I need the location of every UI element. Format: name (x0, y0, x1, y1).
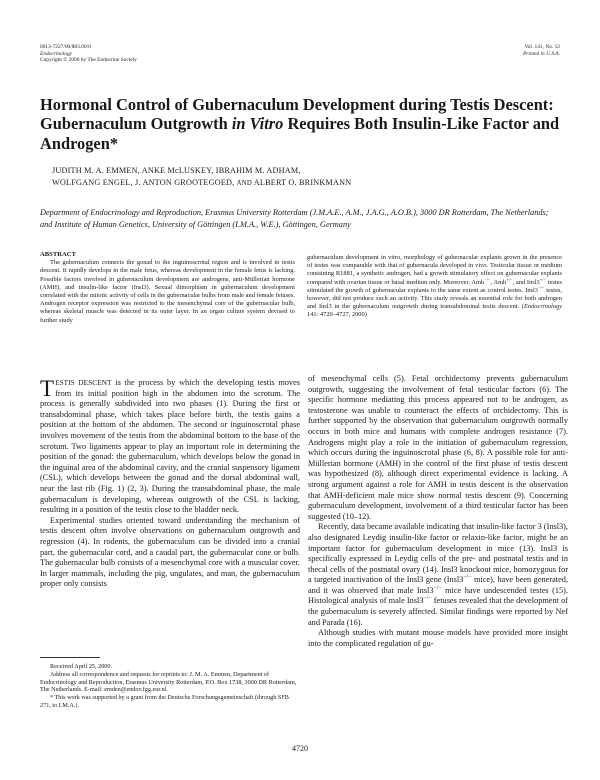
abstract-right-text-c: , and Insl3 (512, 278, 540, 286)
footnote-address: Address all correspondence and requests for reprints to: J. M. A. Emmen, Department of Endocrinology and Reproduction, Erasmus University Rotterdam, P.O. Box 1738, 3000 DR Rotterdam, The Netherlands. E-mail: emden@endov.fgg.eur.nl. (40, 670, 297, 694)
title-part2: Requires Both Insulin-Like Factor and Androgen* (40, 114, 560, 153)
body-paragraph (40, 378, 300, 516)
abstract (40, 251, 560, 369)
printed-line: Printed in U.S.A. (523, 50, 560, 57)
abstract-sup: +/− (539, 276, 547, 282)
body-text: mice), have been generated, and it was observed that male Insl3 (308, 575, 568, 595)
abstract-sup: −/− (537, 284, 545, 290)
author-line-2-main: WOLFGANG ENGEL, J. ANTON GROOTEGOED, (52, 178, 235, 187)
affiliation: Department of Endocrinology and Reproduction, Erasmus University Rotterdam (J.M.A.E., A.M., J.A.G., A.O.B.), 3000 DR Rotterdam, The Netherlands; and Institute of Human Genetics, University of Göttingen (I.M.A., W.E.), Göttingen, Germany (40, 208, 549, 229)
title-part1: Hormonal Control of Gubernaculum Development during Testis Descent: Gubernaculum Outgrowth (40, 95, 554, 134)
body-paragraph (308, 522, 568, 628)
footnote-support: * This work was supported by a grant from the Deutsche Forschungsgemeinschaft (through SFB 271, to I.M.A.). (40, 694, 289, 709)
body-text: fetuses revealed that the development of the gubernaculum is severely affected. Similar findings were reported by Nef and Parada (16). (308, 596, 568, 627)
article-title (40, 95, 570, 153)
abstract-right-text-b: , Amh (490, 278, 507, 286)
page-number: 4720 (292, 744, 308, 753)
journal-header-left (40, 44, 137, 64)
abstract-journal-cite: Endocrinology (524, 303, 562, 311)
copyright-line: Copyright © 2000 by The Endocrine Society (40, 57, 137, 64)
abstract-right-column (307, 254, 562, 320)
body-text: mice have undescended testes (15). Histological analysis of male Insl3 (308, 585, 568, 606)
journal-name: Endocrinology (40, 50, 73, 57)
body-sup: −/− (433, 585, 442, 592)
abstract-sup: +/− (506, 276, 513, 282)
issn-line: 0013-7227/00/$03.00/0 (40, 44, 91, 50)
author-and: AND (236, 180, 252, 187)
small-caps-lead: ESTIS DESCENT (55, 378, 112, 387)
body-text: Recently, data became available indicating that insulin-like factor 3 (Insl3), also designated Leydig insulin-like factor or relaxin-like factor, might be an important factor for gubernaculum development in mice (13). Insl3 is specifically expressed in Leydig cells of the pre- and postnatal testis and in thecal cells of the postnatal ovary (14). Insl3 knockout mice, homozygous for a targeted inactivation of the Insl3 gene (Insl3 (308, 522, 568, 585)
body-paragraph: Experimental studies oriented toward understanding the mechanism of testis descent often involve observations on gubernaculum outgrowth and regression (4). In rodents, the gubernaculum can be divided into a cranial part, the gubernacular cord, and a caudal part, the gubernacular cone or bulb. The gubernacular bulb consists of a mesenchymal core with a muscular cover. In larger mammals, including the pig, ungulates, and man, the gubernaculum proper only consists (40, 515, 300, 589)
body-right-column (308, 374, 568, 649)
abstract-right-text-a: gubernaculum development in vitro, morphology of gubernacular explants grown in the presence of testes was comparable with that of gubernacula developed in vivo. Testicular tissue or medium containing R1881, a synthetic androgen, had a growth stimulatory effect on gubernacular explants compared with ovarian tissue or basal medium only. Moreover, Amh (307, 254, 562, 286)
volume-line: Vol. 141, No. 12 (524, 44, 560, 50)
body-text: is the process by which the developing testis moves from its initial position high in the abdomen into the scrotum. The process is generally subdivided into two phases (1). During the first or transabdominal phase, which takes place before birth, the testis gains a position at the bottom of the abdomen. The second or inguinoscrotal phase involves movement of the testis from the abdominal bottom to the base of the scrotum. Two ligaments appear to play an important role in determining the position of the gonad: the gubernaculum, which develops below the gonad in the inguinal area of the abdominal cavity, and the cranial suspensory ligament (CSL), which develops between the gonad and the dorsal abdominal wall, near the last rib (Fig. 1) (2, 3). During the transabdominal phase, the male gubernaculum is developing, whereas outgrowth of the CSL is lacking, resulting in a position of the testis close to the bladder neck. (40, 378, 300, 515)
abstract-sup: −/− (484, 276, 491, 282)
author-line-2 (52, 177, 552, 190)
abstract-left-text: The gubernaculum connects the gonad to the inguinoscrotal region and is involved in testis descent. It rapidly develops in the male fetus, whereas development in the female fetus is lacking. Possible factors involved in gubernaculum development are androgens, anti-Müllerian hormone (AMH), and insulin-like factor (Insl3). Sexual dimorphism in gubernaculum development correlated with the mitotic activity of cells in the gubernacular bulbs from male and female fetuses. Androgen receptor expression was restricted to the mesenchymal core of the gubernacular bulb, whereas skeletal muscle was detected in its outer layer. In an organ culture system devised to further study (40, 259, 295, 324)
footnote-received: Received April 25, 2000. (50, 663, 113, 670)
body-sup: −/− (423, 595, 432, 602)
abstract-right-text-d: testes stimulated the growth of gubernacular explants to the same extent as control testes. Insl3 (307, 278, 562, 294)
author-list (52, 165, 552, 190)
body-paragraph: Although studies with mutant mouse models have provided more insight into the complicated regulation of gu- (308, 628, 568, 648)
author-line-2-end: ALBERT O. BRINKMANN (253, 178, 352, 187)
abstract-heading: ABSTRACT (40, 251, 76, 258)
footnotes (40, 663, 300, 710)
footnote-divider (40, 657, 100, 658)
author-line-1: JUDITH M. A. EMMEN, ANKE McLUSKEY, IBRAHIM M. ADHAM, (52, 166, 301, 175)
abstract-right-text-e: testes, however, did not produce such an activity. This study reveals an essential role for both androgen and Insl3 in the gubernaculum outgrowth during transabdominal testis descent. ( (307, 286, 562, 311)
body-paragraph: of mesenchymal cells (5). Fetal orchidectomy prevents gubernaculum outgrowth, suggesting the involvement of fetal testicular factors (6). The specific hormone mediating this process appeared not to be androgen, as testosterone was unable to counteract the effects of orchidectomy. This is further supported by the observation that gubernaculum outgrowth normally occurs in both mice and humans with complete androgen resistance (7). Androgens might play a role in the initiation of gubernaculum regression, which occurs during the inguinoscrotal phase (6, 8). A possible role for anti-Müllerian hormone (AMH) in the control of the first phase of testis descent was hypothesized (8), although direct experimental evidence is lacking. A strong argument against a role for AMH in testis descent is the observation that AMH-deficient male mice show normal testis descent (9). Concerning gubernaculum development, involvement of a third testicular factor has been suggested (10–12). (308, 374, 568, 521)
abstract-left-column (40, 251, 295, 325)
journal-header-right (523, 44, 560, 57)
drop-cap: T (40, 376, 55, 401)
title-italic: in Vitro (231, 114, 284, 134)
body-left-column (40, 378, 300, 590)
body-sup: −/− (463, 574, 472, 581)
abstract-right-text-f: 141: 4720–4727, 2000) (307, 311, 367, 319)
